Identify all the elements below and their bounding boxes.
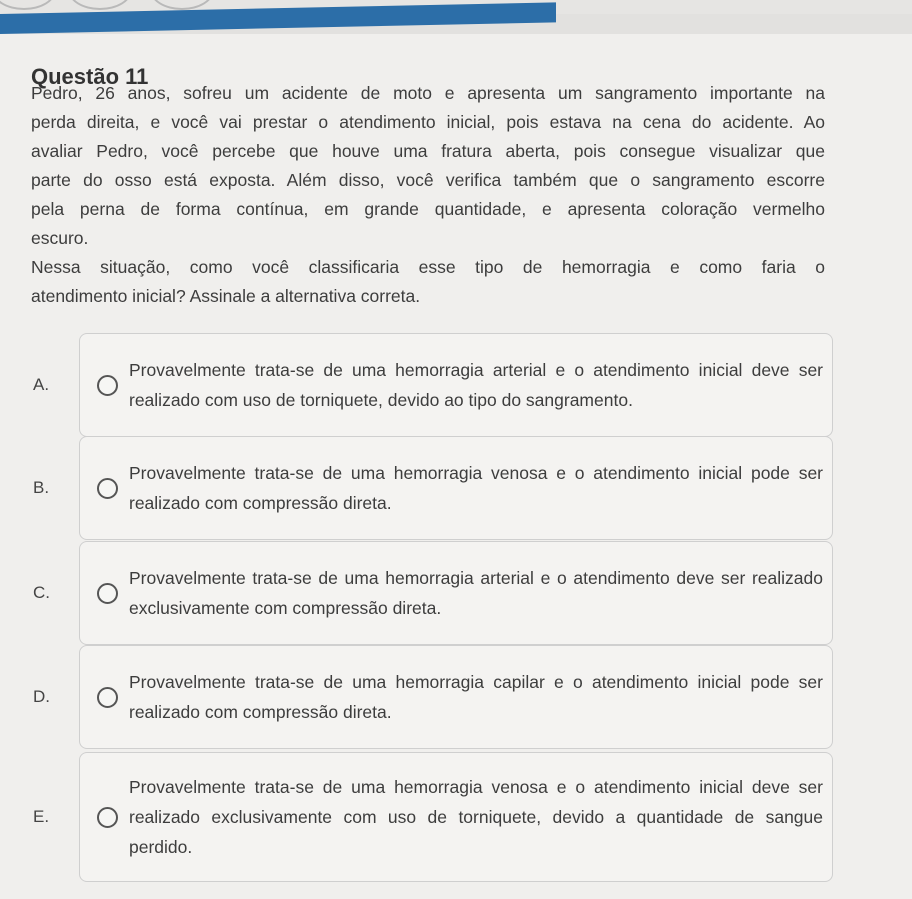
stem-line: pela perna de forma contínua, em grande quantidade, e apresenta coloração vermelho xyxy=(31,199,825,219)
option-text: Provavelmente trata-se de uma hemorragia venosa e o atendimento inicial deve ser realizado exclusivamente com uso de torniquete, devido a quantidade de sangue perdido. xyxy=(129,777,823,857)
option-letter: C. xyxy=(33,583,50,602)
stem-line: parte do osso está exposta. Além disso, você verifica também que o sangramento escorre xyxy=(31,170,825,190)
radio-circle-icon[interactable] xyxy=(97,687,118,708)
radio-circle-icon[interactable] xyxy=(97,478,118,499)
stem-line: perda direita, e você vai prestar o atendimento inicial, pois estava na cena do acidente. Ao xyxy=(31,112,825,132)
radio-circle-icon[interactable] xyxy=(97,375,118,396)
stem-line: escuro. xyxy=(31,228,89,248)
option-letter: A. xyxy=(33,375,50,394)
stem-line: avaliar Pedro, você percebe que houve uma fratura aberta, pois consegue visualizar que xyxy=(31,141,825,161)
option-a[interactable] xyxy=(33,333,833,437)
option-letter: B. xyxy=(33,478,50,497)
question-title: Questão 11 xyxy=(31,64,149,89)
option-d[interactable] xyxy=(33,645,833,749)
option-text: Provavelmente trata-se de uma hemorragia arterial e o atendimento deve ser realizado exclusivamente com compressão direta. xyxy=(129,568,823,618)
stem-line: atendimento inicial? Assinale a alternativa correta. xyxy=(31,286,421,306)
option-letter: D. xyxy=(33,687,50,706)
option-e[interactable] xyxy=(33,752,833,882)
option-letter: E. xyxy=(33,807,50,826)
option-text: Provavelmente trata-se de uma hemorragia capilar e o atendimento inicial pode ser realizado com compressão direta. xyxy=(129,672,823,722)
option-c[interactable] xyxy=(33,541,833,645)
radio-circle-icon[interactable] xyxy=(97,807,118,828)
stem-line: Pedro, 26 anos, sofreu um acidente de moto e apresenta um sangramento importante na xyxy=(31,83,825,103)
question-stem xyxy=(31,79,825,311)
option-text: Provavelmente trata-se de uma hemorragia venosa e o atendimento inicial pode ser realizado com compressão direta. xyxy=(129,463,823,513)
radio-circle-icon[interactable] xyxy=(97,583,118,604)
stem-line: Nessa situação, como você classificaria esse tipo de hemorragia e como faria o xyxy=(31,257,825,277)
option-b[interactable] xyxy=(33,436,833,540)
option-text: Provavelmente trata-se de uma hemorragia arterial e o atendimento inicial deve ser realizado com uso de torniquete, devido ao tipo do sangramento. xyxy=(129,360,823,410)
